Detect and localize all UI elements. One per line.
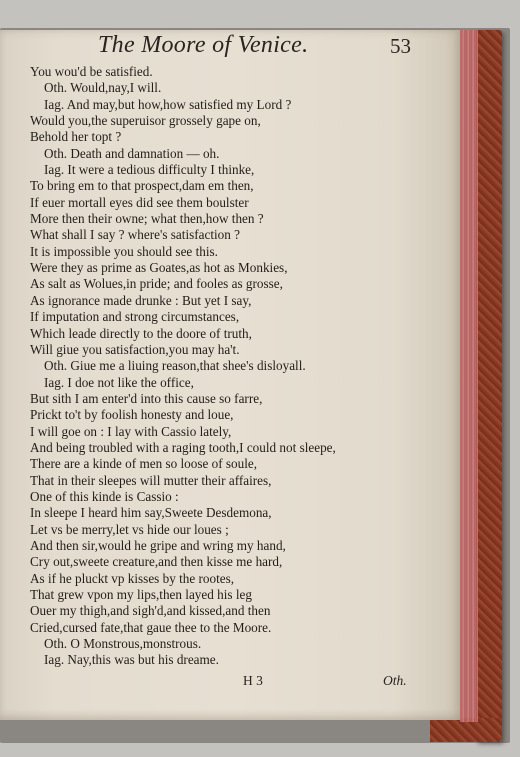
text-line: Which leade directly to the doore of truth, (30, 325, 252, 341)
text-line: It is impossible you should see this. (30, 243, 218, 259)
text-line: And being troubled with a raging tooth,I could not sleepe, (30, 439, 336, 455)
text-line: Would you,the superuisor grossely gape on, (30, 113, 261, 129)
text-line: What shall I say ? where's satisfaction ? (30, 227, 241, 243)
catchword: Oth. (383, 673, 407, 688)
text-line: Ouer my thigh,and sigh'd,and kissed,and then (30, 603, 271, 619)
text-line: Oth. O Monstrous,monstrous. (44, 636, 202, 652)
text-line: As if he pluckt vp kisses by the rootes, (30, 570, 235, 586)
text-line: If imputation and strong circumstances, (30, 309, 240, 325)
page-header (0, 32, 462, 66)
signature-mark: H 3 (243, 673, 263, 688)
text-line: To bring em to that prospect,dam em then, (30, 178, 254, 194)
running-title: The Moore of Venice. (98, 32, 309, 58)
text-line: You wou'd be satisfied. (30, 64, 153, 79)
text-line: That in their sleepes will mutter their affaires, (30, 472, 272, 488)
book-cover-edge (476, 30, 502, 742)
text-line: But sith I am enter'd into this cause so farre, (30, 390, 263, 406)
text-line: If euer mortall eyes did see them boulster (30, 194, 249, 210)
text-line: Oth. Giue me a liuing reason,that shee's disloyall. (44, 358, 306, 374)
text-line: Cried,cursed fate,that gaue thee to the Moore. (30, 619, 272, 635)
text-line: Will giue you satisfaction,you may ha't. (30, 341, 240, 357)
text-line: Oth. Would,nay,I will. (44, 80, 162, 96)
text-line: Cry out,sweete creature,and then kisse me hard, (30, 554, 283, 570)
text-line: I will goe on : I lay with Cassio lately, (30, 423, 232, 439)
text-line: Iag. And may,but how,how satisfied my Lord ? (44, 96, 292, 112)
text-line: More then their owne; what then,how then ? (30, 211, 264, 227)
text-line: Prickt to't by foolish honesty and loue, (30, 407, 234, 423)
text-line: Iag. Nay,this was but his dreame. (44, 652, 219, 668)
text-line: That grew vpon my lips,then layed his leg (30, 587, 252, 602)
page-number: 53 (390, 34, 411, 58)
text-line: One of this kinde is Cassio : (30, 488, 179, 504)
text-line: Let vs be merry,let vs hide our loues ; (30, 521, 229, 537)
text-line: As salt as Wolues,in pride; and fooles as grosse, (30, 276, 283, 292)
play-text (30, 64, 450, 669)
text-line: Oth. Death and damnation — oh. (44, 145, 220, 161)
text-line: And then sir,would he gripe and wring my hand, (30, 537, 286, 553)
text-line: In sleepe I heard him say,Sweete Desdemona, (30, 505, 272, 521)
text-line: As ignorance made drunke : But yet I say, (30, 292, 252, 308)
page-fore-edge (460, 30, 478, 722)
text-line: There are a kinde of men so loose of soule, (30, 456, 258, 472)
text-line: Were they as prime as Goates,as hot as Monkies, (30, 260, 288, 276)
text-line: Iag. It were a tedious difficulty I thinke, (44, 162, 255, 178)
text-line: Iag. I doe not like the office, (44, 374, 194, 390)
text-line: Behold her topt ? (30, 129, 122, 145)
